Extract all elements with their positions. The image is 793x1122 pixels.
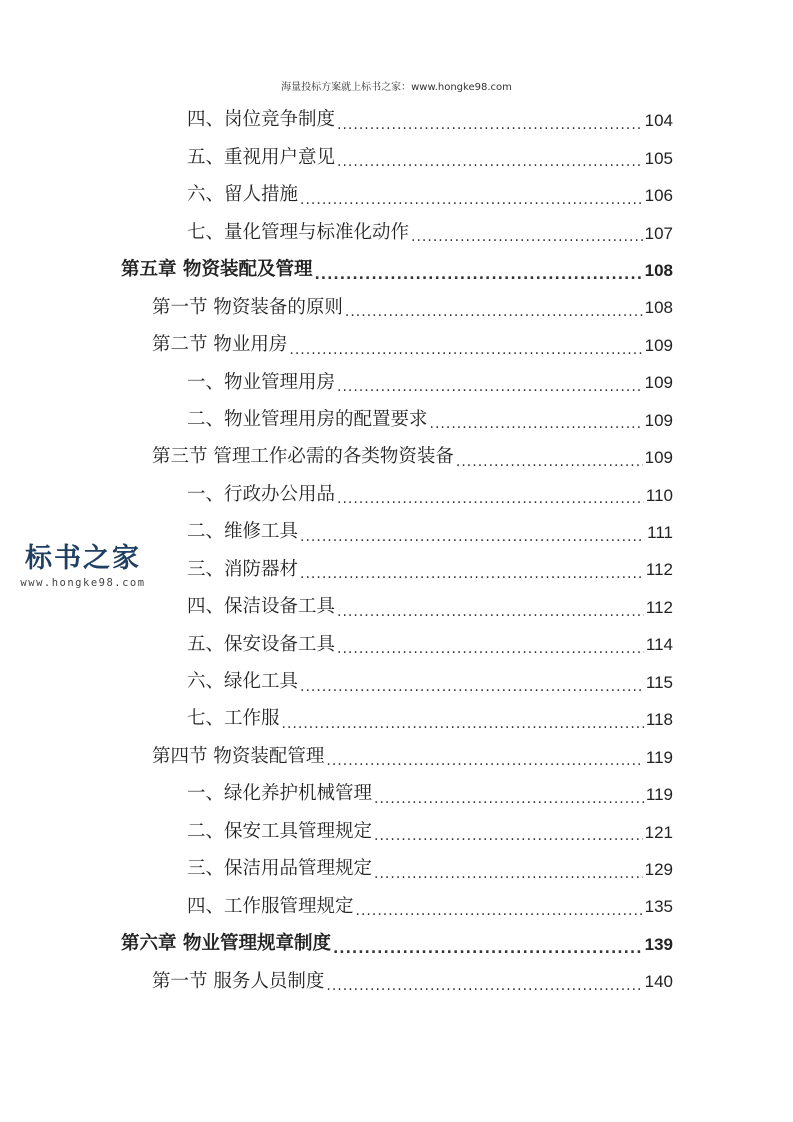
toc-entry-page-number: 121 bbox=[644, 822, 673, 842]
toc-entry-label: 第二节 物业用房 bbox=[152, 334, 288, 356]
watermark-title: 标书之家 bbox=[25, 543, 141, 574]
toc-entry-page-number: 109 bbox=[644, 335, 673, 355]
toc-entry[interactable] bbox=[0, 776, 793, 813]
toc-entry-label: 二、维修工具 bbox=[187, 521, 299, 543]
toc-entry-page-number: 140 bbox=[644, 972, 673, 992]
toc-entry-label: 二、保安工具管理规定 bbox=[187, 820, 373, 842]
toc-entry-page-number: 119 bbox=[645, 747, 673, 767]
toc-dot-leader bbox=[374, 785, 644, 804]
toc-entry-label: 七、工作服 bbox=[187, 708, 280, 730]
toc-entry-page-number: 119 bbox=[645, 785, 673, 805]
toc-entry-page-number: 105 bbox=[644, 148, 673, 168]
toc-dot-leader bbox=[430, 411, 643, 430]
toc-entry[interactable] bbox=[0, 214, 793, 251]
toc-dot-leader bbox=[456, 448, 643, 467]
toc-entry-label: 第三节 管理工作必需的各类物资装备 bbox=[152, 446, 454, 468]
toc-entry-page-number: 110 bbox=[645, 485, 673, 505]
toc-entry-label: 一、绿化养护机械管理 bbox=[187, 783, 373, 805]
toc-entry-label: 一、物业管理用房 bbox=[187, 371, 336, 393]
toc-entry-page-number: 109 bbox=[644, 410, 673, 430]
toc-entry[interactable] bbox=[0, 851, 793, 888]
toc-entry-label: 第四节 物资装配管理 bbox=[152, 745, 325, 767]
toc-entry-label: 第五章 物资装配及管理 bbox=[121, 259, 313, 281]
toc-dot-leader bbox=[374, 823, 643, 842]
toc-entry-page-number: 112 bbox=[645, 597, 673, 617]
toc-entry[interactable] bbox=[0, 589, 793, 626]
toc-dot-leader bbox=[300, 561, 644, 580]
toc-entry[interactable] bbox=[0, 888, 793, 925]
toc-entry[interactable] bbox=[0, 364, 793, 401]
toc-entry-label: 一、行政办公用品 bbox=[187, 483, 336, 505]
toc-entry-label: 第一节 物资装备的原则 bbox=[152, 296, 343, 318]
toc-entry[interactable] bbox=[0, 327, 793, 364]
toc-entry-label: 第六章 物业管理规章制度 bbox=[121, 933, 331, 955]
toc-dot-leader bbox=[337, 598, 644, 617]
toc-entry-page-number: 114 bbox=[645, 635, 673, 655]
toc-dot-leader bbox=[289, 336, 642, 355]
toc-dot-leader bbox=[337, 636, 644, 655]
toc-entry[interactable] bbox=[0, 926, 793, 963]
toc-entry-label: 四、保洁设备工具 bbox=[187, 596, 336, 618]
toc-entry-page-number: 108 bbox=[644, 260, 673, 280]
toc-dot-leader bbox=[374, 860, 643, 879]
toc-entry-label: 三、保洁用品管理规定 bbox=[187, 858, 373, 880]
toc-dot-leader bbox=[314, 261, 642, 280]
toc-entry[interactable] bbox=[0, 177, 793, 214]
toc-dot-leader bbox=[282, 710, 644, 729]
toc-entry[interactable] bbox=[0, 701, 793, 738]
toc-entry[interactable] bbox=[0, 738, 793, 775]
toc-entry[interactable] bbox=[0, 289, 793, 326]
toc-dot-leader bbox=[337, 374, 643, 393]
toc-entry-label: 七、量化管理与标准化动作 bbox=[187, 221, 410, 243]
toc-entry-page-number: 106 bbox=[644, 186, 673, 206]
toc-entry-label: 六、绿化工具 bbox=[187, 671, 299, 693]
toc-dot-leader bbox=[326, 973, 642, 992]
toc-dot-leader bbox=[337, 486, 644, 505]
toc-entry[interactable] bbox=[0, 102, 793, 139]
toc-entry-label: 二、物业管理用房的配置要求 bbox=[187, 408, 428, 430]
toc-entry[interactable] bbox=[0, 402, 793, 439]
toc-entry[interactable] bbox=[0, 252, 793, 289]
toc-entry-page-number: 139 bbox=[644, 934, 673, 954]
toc-entry-page-number: 104 bbox=[644, 111, 673, 131]
toc-entry-page-number: 112 bbox=[645, 560, 673, 580]
toc-dot-leader bbox=[326, 748, 644, 767]
toc-dot-leader bbox=[333, 935, 643, 954]
toc-entry-page-number: 107 bbox=[644, 223, 673, 243]
toc-entry-page-number: 135 bbox=[644, 897, 673, 917]
toc-entry[interactable] bbox=[0, 813, 793, 850]
toc-entry-label: 五、保安设备工具 bbox=[187, 633, 336, 655]
toc-entry-page-number: 129 bbox=[644, 859, 673, 879]
toc-dot-leader bbox=[300, 186, 643, 205]
toc-entry-label: 四、岗位竞争制度 bbox=[187, 109, 336, 131]
toc-dot-leader bbox=[337, 149, 643, 168]
toc-entry-page-number: 115 bbox=[645, 672, 673, 692]
toc-entry[interactable] bbox=[0, 664, 793, 701]
toc-entry-page-number: 108 bbox=[644, 298, 673, 318]
toc-dot-leader bbox=[337, 111, 643, 130]
toc-entry-page-number: 118 bbox=[645, 710, 673, 730]
toc-entry-label: 四、工作服管理规定 bbox=[187, 895, 354, 917]
toc-entry-label: 六、留人措施 bbox=[187, 184, 299, 206]
toc-entry-label: 三、消防器材 bbox=[187, 558, 299, 580]
toc-dot-leader bbox=[300, 673, 644, 692]
toc-entry-page-number: 109 bbox=[644, 373, 673, 393]
page-header: 海量投标方案就上标书之家：www.hongke98.com bbox=[281, 82, 512, 93]
toc-entry[interactable] bbox=[0, 476, 793, 513]
toc-entry-label: 第一节 服务人员制度 bbox=[152, 970, 325, 992]
toc-entry[interactable] bbox=[0, 439, 793, 476]
toc-entry-page-number: 109 bbox=[644, 448, 673, 468]
watermark-url: www.hongke98.com bbox=[20, 577, 146, 589]
toc-dot-leader bbox=[300, 523, 645, 542]
toc-dot-leader bbox=[356, 898, 643, 917]
watermark-logo bbox=[8, 536, 158, 589]
toc-entry[interactable] bbox=[0, 139, 793, 176]
toc-dot-leader bbox=[345, 299, 643, 318]
toc-dot-leader bbox=[411, 224, 643, 243]
toc-entry-label: 五、重视用户意见 bbox=[187, 146, 336, 168]
toc-entry-page-number: 111 bbox=[647, 523, 673, 543]
toc-entry[interactable] bbox=[0, 963, 793, 1000]
toc-entry[interactable] bbox=[0, 626, 793, 663]
